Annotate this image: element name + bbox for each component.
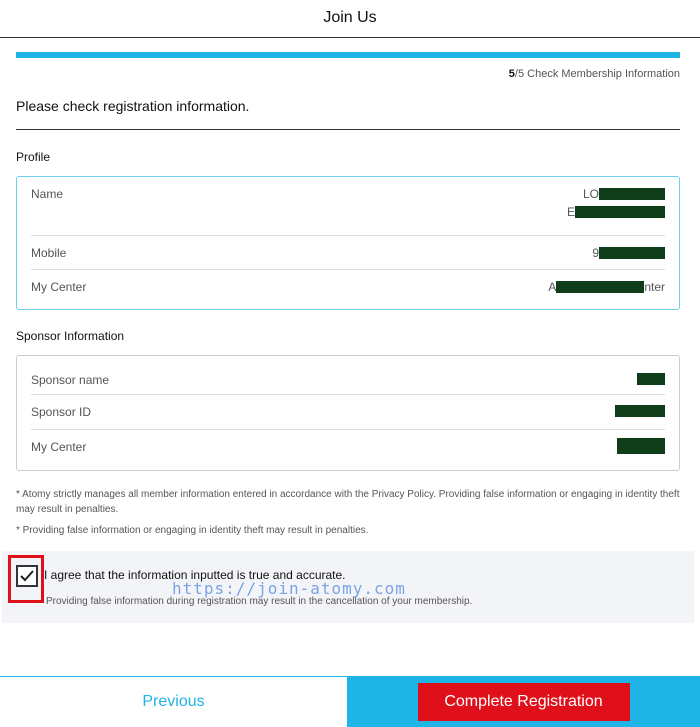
title-divider [16,129,680,130]
complete-registration-button[interactable] [347,677,700,727]
row-label: My Center [31,440,87,454]
row-label: Sponsor ID [31,405,92,419]
progress-bar [16,52,680,58]
agree-label[interactable]: I agree that the information inputted is true and accurate. [44,568,346,582]
redaction-block [599,247,665,259]
page-title: Join Us [323,9,377,26]
row-label: Name [31,187,64,201]
sponsor-row-center [31,430,665,470]
sponsor-section-label: Sponsor Information [16,329,125,343]
profile-section-label: Profile [16,150,51,164]
redaction-block [556,281,644,293]
complete-button-label: Complete Registration [444,693,603,710]
row-label: Mobile [31,246,67,260]
profile-row-center [31,270,665,308]
center-fragment: A [548,280,557,294]
redaction-block [599,188,665,200]
note-penalties: * Providing false information or engaging in identity theft may result in penalties. [16,525,369,536]
page-header [0,0,700,38]
previous-button[interactable]: Previous [0,677,347,727]
center-fragment: nter [644,280,665,294]
sponsor-row-name [31,356,665,395]
redaction-block [617,438,665,454]
name-fragment: LO [582,187,599,201]
step-indicator [509,68,680,80]
sponsor-row-id [31,395,665,430]
main-title: Please check registration information. [16,98,250,114]
mobile-fragment: 9 [592,246,599,260]
note-privacy: * Atomy strictly manages all member information entered in accordance with the Privacy Policy. Providing false information or engaging in identity theft may result in penalties. [16,489,680,515]
complete-button-highlight [418,683,630,721]
redaction-block [575,206,665,218]
step-text: /5 Check Membership Information [514,68,680,80]
redaction-block [637,373,665,385]
profile-row-name [31,177,665,236]
row-label: Sponsor name [31,373,110,387]
row-label: My Center [31,280,87,294]
profile-row-mobile [31,236,665,270]
step-current: 5 [508,68,515,80]
redaction-block [615,405,665,417]
name-fragment: E [566,205,575,219]
sponsor-box [16,355,680,471]
agree-subtext: Providing false information during registration may result in the cancellation of your membership. [46,596,473,607]
profile-box [16,176,680,310]
watermark: https://join-atomy.com [172,579,406,598]
footer-actions [0,676,700,727]
notes [16,487,680,544]
checkbox-highlight [8,555,44,603]
